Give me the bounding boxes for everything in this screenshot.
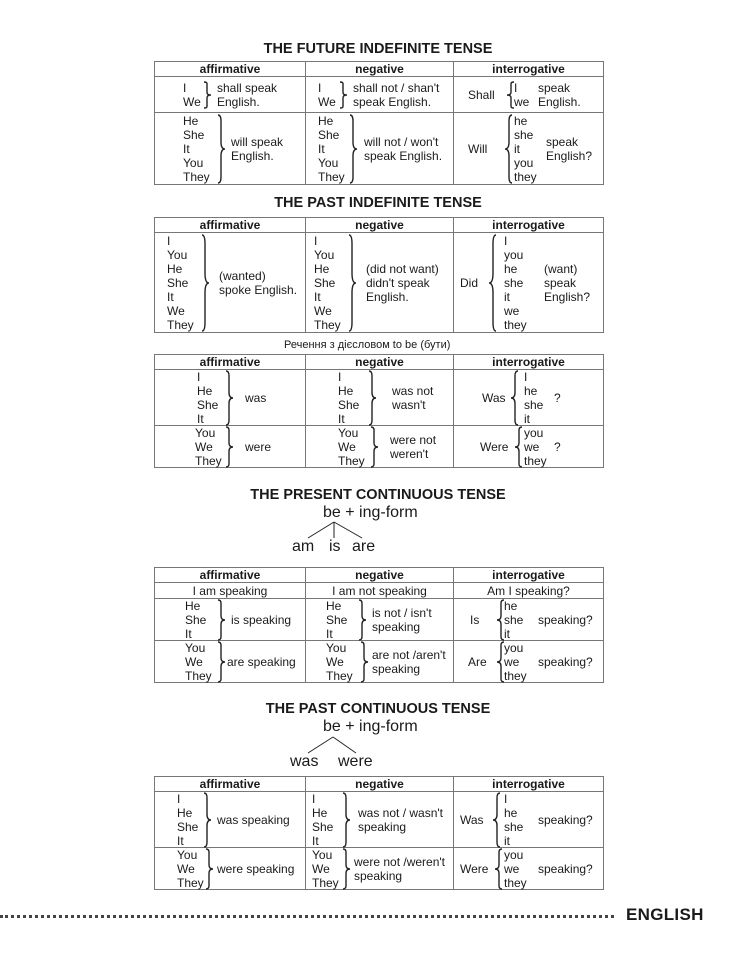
left-brace-icon [514, 426, 523, 468]
auxiliary-verb: Shall [468, 88, 495, 102]
pronoun-list: He She It [185, 599, 207, 641]
negative-verb: are not /aren't speaking [372, 648, 446, 676]
int-cell [454, 233, 604, 333]
pronoun-list: he she it [504, 599, 524, 641]
left-brace-icon [492, 792, 501, 848]
right-brace-icon [368, 370, 377, 426]
int-cell [454, 370, 604, 426]
pronoun-list: you we they [504, 848, 527, 890]
footer-label: ENGLISH [626, 905, 704, 924]
form-was: was [290, 753, 319, 770]
header-negative: negative [306, 777, 454, 792]
negative-verb: were not weren't [390, 433, 437, 461]
pronoun-list: I he she it [504, 792, 524, 848]
pronoun-list: You We They [177, 848, 204, 890]
header-interrogative: interrogative [454, 568, 604, 583]
pronoun-list: you we they [524, 426, 547, 468]
pronoun-list: I You He She It We They [314, 234, 341, 332]
auxiliary-verb: Was [482, 391, 506, 405]
neg-cell [306, 792, 454, 848]
auxiliary-verb: Were [460, 862, 489, 876]
negative-verb: will not / won't speak English. [364, 135, 443, 163]
past-continuous-formula: be + ing-form [323, 718, 418, 735]
aff-cell [155, 77, 306, 113]
to-be-note: Речення з дієсловом to be (бути) [284, 339, 451, 351]
negative-verb: is not / isn't speaking [372, 606, 432, 634]
header-interrogative: interrogative [454, 62, 604, 77]
question-verb: ? [554, 391, 561, 405]
affirmative-verb: are speaking [227, 655, 296, 669]
neg-cell [306, 848, 454, 890]
pronoun-list: I we [514, 81, 530, 109]
right-brace-icon [339, 81, 348, 109]
header-affirmative: affirmative [155, 777, 306, 792]
affirmative-verb: were speaking [217, 862, 295, 876]
right-brace-icon [217, 641, 226, 683]
pronoun-list: I you he she it we they [504, 234, 527, 332]
header-interrogative: interrogative [454, 218, 604, 233]
past-continuous-table [154, 776, 604, 890]
int-cell [454, 641, 604, 683]
question-verb: speak English. [538, 81, 581, 109]
right-brace-icon [203, 792, 212, 848]
right-brace-icon [201, 234, 210, 332]
aff-single: I am speaking [155, 583, 306, 599]
right-brace-icon [217, 599, 226, 641]
right-brace-icon [205, 848, 214, 890]
question-verb: speaking? [538, 655, 593, 669]
right-brace-icon [225, 370, 234, 426]
aff-cell [155, 792, 306, 848]
neg-cell [306, 426, 454, 468]
negative-verb: was not / wasn't speaking [358, 806, 443, 834]
negative-verb: were not /weren't speaking [354, 855, 446, 883]
header-affirmative: affirmative [155, 62, 306, 77]
question-verb: speak English? [546, 135, 593, 163]
aff-cell [155, 599, 306, 641]
right-brace-icon [342, 848, 351, 890]
aff-cell [155, 848, 306, 890]
right-brace-icon [217, 114, 226, 184]
header-affirmative: affirmative [155, 218, 306, 233]
header-negative: negative [306, 355, 454, 370]
auxiliary-verb: Were [480, 440, 509, 454]
int-cell [454, 113, 604, 185]
header-affirmative: affirmative [155, 568, 306, 583]
question-verb: speaking? [538, 862, 593, 876]
past-continuous-title: THE PAST CONTINUOUS TENSE [265, 701, 491, 717]
pronoun-list: You We They [195, 426, 222, 468]
int-cell [454, 792, 604, 848]
affirmative-verb: shall speak English. [217, 81, 278, 109]
pronoun-list: I We [183, 81, 201, 109]
header-affirmative: affirmative [155, 355, 306, 370]
right-brace-icon [370, 426, 379, 468]
pronoun-list: He She It [326, 599, 348, 641]
header-interrogative: interrogative [454, 355, 604, 370]
form-were: were [338, 753, 373, 770]
pronoun-list: I He She It [338, 370, 360, 426]
pronoun-list: You We They [326, 641, 353, 683]
int-cell [454, 848, 604, 890]
neg-single: I am not speaking [306, 583, 454, 599]
question-verb: ? [554, 440, 561, 454]
pronoun-list: I He She It [177, 792, 199, 848]
affirmative-verb: is speaking [231, 613, 292, 627]
header-interrogative: interrogative [454, 777, 604, 792]
question-verb: speaking? [538, 613, 593, 627]
present-continuous-title: THE PRESENT CONTINUOUS TENSE [250, 487, 506, 503]
left-brace-icon [504, 114, 513, 184]
footer-dotted-rule [0, 915, 614, 918]
present-continuous-table [154, 567, 604, 683]
auxiliary-verb: Did [460, 276, 479, 290]
negative-verb: shall not / shan't speak English. [353, 81, 440, 109]
auxiliary-verb: Is [470, 613, 480, 627]
neg-cell [306, 599, 454, 641]
left-brace-icon [494, 848, 503, 890]
right-brace-icon [360, 641, 369, 683]
neg-cell [306, 113, 454, 185]
right-brace-icon [349, 114, 358, 184]
pronoun-list: You We They [185, 641, 212, 683]
left-brace-icon [510, 370, 519, 426]
question-verb: speaking? [538, 813, 593, 827]
int-cell [454, 599, 604, 641]
auxiliary-verb: Will [468, 142, 488, 156]
neg-cell [306, 77, 454, 113]
affirmative-verb: were [245, 440, 272, 454]
header-negative: negative [306, 62, 454, 77]
right-brace-icon [348, 234, 357, 332]
right-brace-icon [225, 426, 234, 468]
pronoun-list: I We [318, 81, 336, 109]
neg-cell [306, 370, 454, 426]
aff-cell [155, 426, 306, 468]
neg-cell [306, 233, 454, 333]
negative-verb: (did not want) didn't speak English. [366, 262, 439, 304]
right-brace-icon [203, 81, 212, 109]
future-title: THE FUTURE INDEFINITE TENSE [263, 41, 493, 57]
pronoun-list: I he she it [524, 370, 544, 426]
future-table [154, 61, 604, 185]
aff-cell [155, 113, 306, 185]
auxiliary-verb: Are [468, 655, 487, 669]
int-cell [454, 77, 604, 113]
form-am: am [292, 538, 315, 555]
affirmative-verb: was [245, 391, 267, 405]
past-table [154, 217, 604, 333]
pronoun-list: You We They [338, 426, 365, 468]
present-continuous-formula: be + ing-form [323, 504, 418, 521]
affirmative-verb: (wanted) spoke English. [219, 269, 298, 297]
right-brace-icon [358, 599, 367, 641]
header-negative: negative [306, 218, 454, 233]
aff-cell [155, 641, 306, 683]
left-brace-icon [488, 234, 497, 332]
pronoun-list: He She It You They [318, 114, 345, 184]
int-cell [454, 426, 604, 468]
negative-verb: was not wasn't [392, 384, 434, 412]
to-be-table [154, 354, 604, 468]
pronoun-list: you we they [504, 641, 527, 683]
pronoun-list: He She It You They [183, 114, 210, 184]
form-is: is [329, 538, 341, 555]
affirmative-verb: will speak English. [231, 135, 284, 163]
auxiliary-verb: Was [460, 813, 484, 827]
pronoun-list: he she it you they [514, 114, 537, 184]
question-verb: (want) speak English? [544, 262, 591, 304]
right-brace-icon [342, 792, 351, 848]
pronoun-list: I He She It [197, 370, 219, 426]
aff-cell [155, 233, 306, 333]
pronoun-list: I You He She It We They [167, 234, 194, 332]
past-title: THE PAST INDEFINITE TENSE [274, 195, 482, 211]
pronoun-list: You We They [312, 848, 339, 890]
affirmative-verb: was speaking [217, 813, 290, 827]
neg-cell [306, 641, 454, 683]
form-are: are [352, 538, 376, 555]
header-negative: negative [306, 568, 454, 583]
int-single: Am I speaking? [454, 583, 604, 599]
aff-cell [155, 370, 306, 426]
pronoun-list: I He She It [312, 792, 334, 848]
